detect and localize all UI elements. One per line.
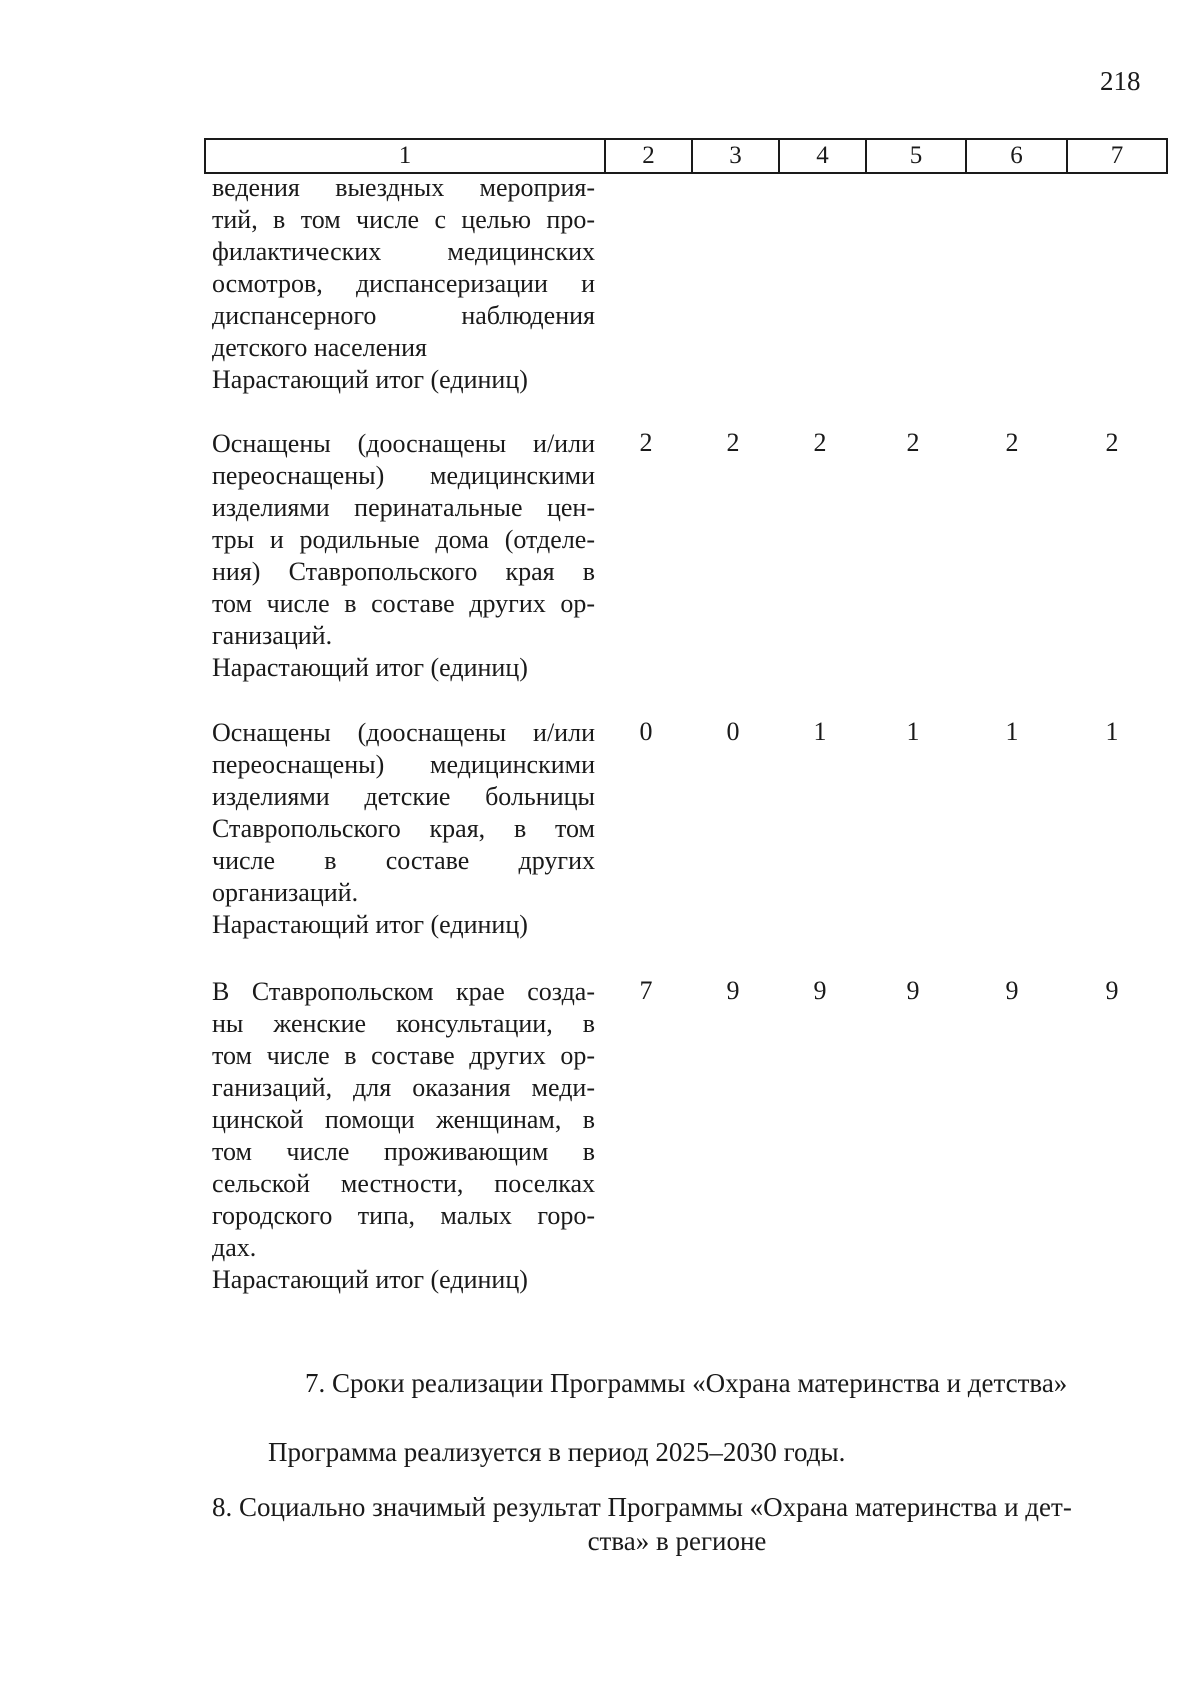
page-number: 218 [1100, 66, 1141, 96]
row-text-line: ния) Ставропольского края в [212, 557, 595, 586]
row-text-line: числе в составе других [212, 846, 595, 875]
column-header: 3 [692, 139, 779, 173]
section-8-heading-line: 8. Социально значимый результат Программы «Охрана материнства и дет- [212, 1492, 1072, 1522]
row-text-line: городского типа, малых горо- [212, 1201, 595, 1230]
row-text-line: сельской местности, поселках [212, 1169, 595, 1198]
row-text-line: организаций. [212, 878, 359, 907]
row-value: 1 [906, 717, 920, 746]
row-value: 1 [813, 717, 827, 746]
row-value: 0 [639, 717, 653, 746]
row-text-line: том числе в составе других ор- [212, 1041, 595, 1070]
table-row [212, 717, 595, 941]
row-value: 0 [726, 717, 740, 746]
row-text-line: изделиями детские больницы [212, 782, 595, 811]
row-cumulative-label: Нарастающий итог (единиц) [212, 365, 528, 394]
row-text-line: ганизаций, для оказания меди- [212, 1073, 595, 1102]
table-header [204, 138, 1168, 174]
row-text-line: диспансерного наблюдения [212, 301, 595, 330]
row-text-line: филактических медицинских [212, 237, 595, 266]
row-text-line: том числе в составе других ор- [212, 589, 595, 618]
row-text-line: том числе проживающим в [212, 1137, 595, 1166]
row-text-line: изделиями перинатальные цен- [212, 493, 595, 522]
row-text-line: цинской помощи женщинам, в [212, 1105, 595, 1134]
row-text-line: Ставропольского края, в том [212, 814, 595, 843]
table-header-row [205, 139, 1167, 173]
column-header: 2 [605, 139, 692, 173]
row-value: 2 [1105, 428, 1119, 457]
row-value: 9 [1005, 976, 1019, 1005]
row-text-line: В Ставропольском крае созда- [212, 977, 595, 1006]
row-text-line: переоснащены) медицинскими [212, 750, 595, 779]
section-7-heading: 7. Сроки реализации Программы «Охрана материнства и детства» [305, 1368, 1068, 1398]
row-cumulative-label: Нарастающий итог (единиц) [212, 910, 528, 939]
column-header: 5 [866, 139, 966, 173]
row-value: 9 [813, 976, 827, 1005]
row-value: 9 [726, 976, 740, 1005]
row-value: 2 [813, 428, 827, 457]
row-text-line: ны женские консультации, в [212, 1009, 595, 1038]
row-value: 2 [726, 428, 740, 457]
row-value: 9 [906, 976, 920, 1005]
row-text-line: Оснащены (дооснащены и/или [212, 718, 595, 747]
row-text-line: ганизаций. [212, 621, 333, 650]
section-7-text: Программа реализуется в период 2025–2030 годы. [268, 1437, 846, 1467]
row-text-line: Оснащены (дооснащены и/или [212, 429, 595, 458]
row-value: 2 [639, 428, 653, 457]
column-header: 4 [779, 139, 866, 173]
row-value: 7 [639, 976, 653, 1005]
row-text-line: тий, в том числе с целью про- [212, 205, 595, 234]
row-text-line: детского населения [212, 333, 427, 362]
row-value: 9 [1105, 976, 1119, 1005]
row-text-line: переоснащены) медицинскими [212, 461, 595, 490]
row-cumulative-label: Нарастающий итог (единиц) [212, 653, 528, 682]
section-8-heading-line: ства» в регионе [587, 1526, 767, 1556]
row-value: 2 [906, 428, 920, 457]
table-row [212, 976, 595, 1296]
column-header: 7 [1067, 139, 1167, 173]
row-text-line: осмотров, диспансеризации и [212, 269, 595, 298]
row-cumulative-label: Нарастающий итог (единиц) [212, 1265, 528, 1294]
table-row [212, 172, 595, 396]
column-header: 1 [205, 139, 605, 173]
column-header: 6 [966, 139, 1067, 173]
row-value: 2 [1005, 428, 1019, 457]
row-text-line: тры и родильные дома (отделе- [212, 525, 595, 554]
row-value: 1 [1005, 717, 1019, 746]
table-row [212, 428, 595, 684]
row-text-line: дах. [212, 1233, 257, 1262]
row-value: 1 [1105, 717, 1119, 746]
row-text-line: ведения выездных мероприя- [212, 173, 595, 202]
section-8-heading [212, 1490, 1142, 1558]
